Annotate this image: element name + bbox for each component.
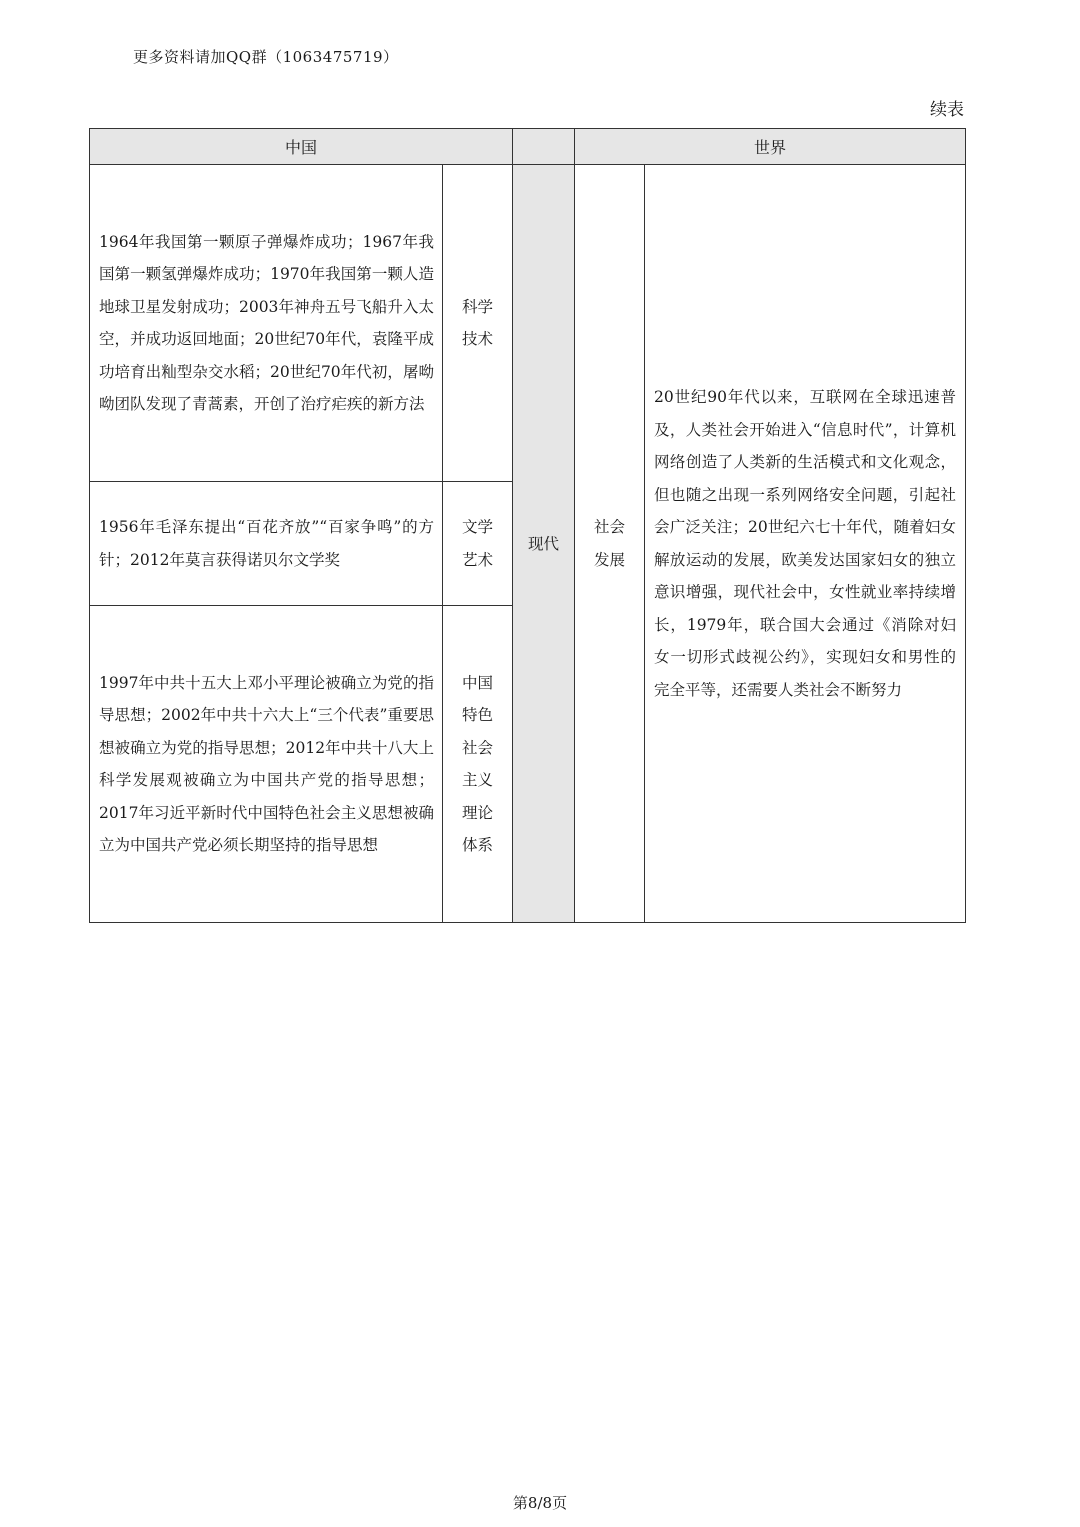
header-china: 中国 [90,129,513,165]
category-literature: 文学艺术 [443,482,513,606]
table-header-row [90,129,966,165]
page-footer: 第8/8页 [512,1494,568,1512]
history-table [89,128,966,923]
world-category: 社会发展 [575,165,645,923]
world-content: 20世纪90年代以来，互联网在全球迅速普及，人类社会开始进入“信息时代”，计算机网络创造了人类新的生活模式和文化观念，但也随之出现一系列网络安全问题，引起社会广泛关注；20世纪六七十年代，随着妇女解放运动的发展，欧美发达国家妇女的独立意识增强，现代社会中，女性就业率持续增长，1979年，联合国大会通过《消除对妇女一切形式歧视公约》，实现妇女和男性的完全平等，还需要人类社会不断努力 [645,165,966,923]
table-row [90,165,966,482]
china-science-content: 1964年我国第一颗原子弹爆炸成功；1967年我国第一颗氢弹爆炸成功；1970年我国第一颗人造地球卫星发射成功；2003年神舟五号飞船升入太空，并成功返回地面；20世纪70年代，袁隆平成功培育出籼型杂交水稻；20世纪70年代初，屠呦呦团队发现了青蒿素，开创了治疗疟疾的新方法 [90,165,443,482]
header-world: 世界 [575,129,966,165]
continued-label: 续表 [930,100,964,120]
china-literature-content: 1956年毛泽东提出“百花齐放”“百家争鸣”的方针；2012年莫言获得诺贝尔文学奖 [90,482,443,606]
header-era-blank [513,129,575,165]
category-theory: 中国特色社会主义理论体系 [443,606,513,923]
category-science: 科学技术 [443,165,513,482]
era-cell: 现代 [513,165,575,923]
china-theory-content: 1997年中共十五大上邓小平理论被确立为党的指导思想；2002年中共十六大上“三个代表”重要思想被确立为党的指导思想；2012年中共十八大上科学发展观被确立为中国共产党的指导思想；2017年习近平新时代中国特色社会主义思想被确立为中国共产党必须长期坚持的指导思想 [90,606,443,923]
header-note: 更多资料请加QQ群（1063475719） [133,48,399,66]
